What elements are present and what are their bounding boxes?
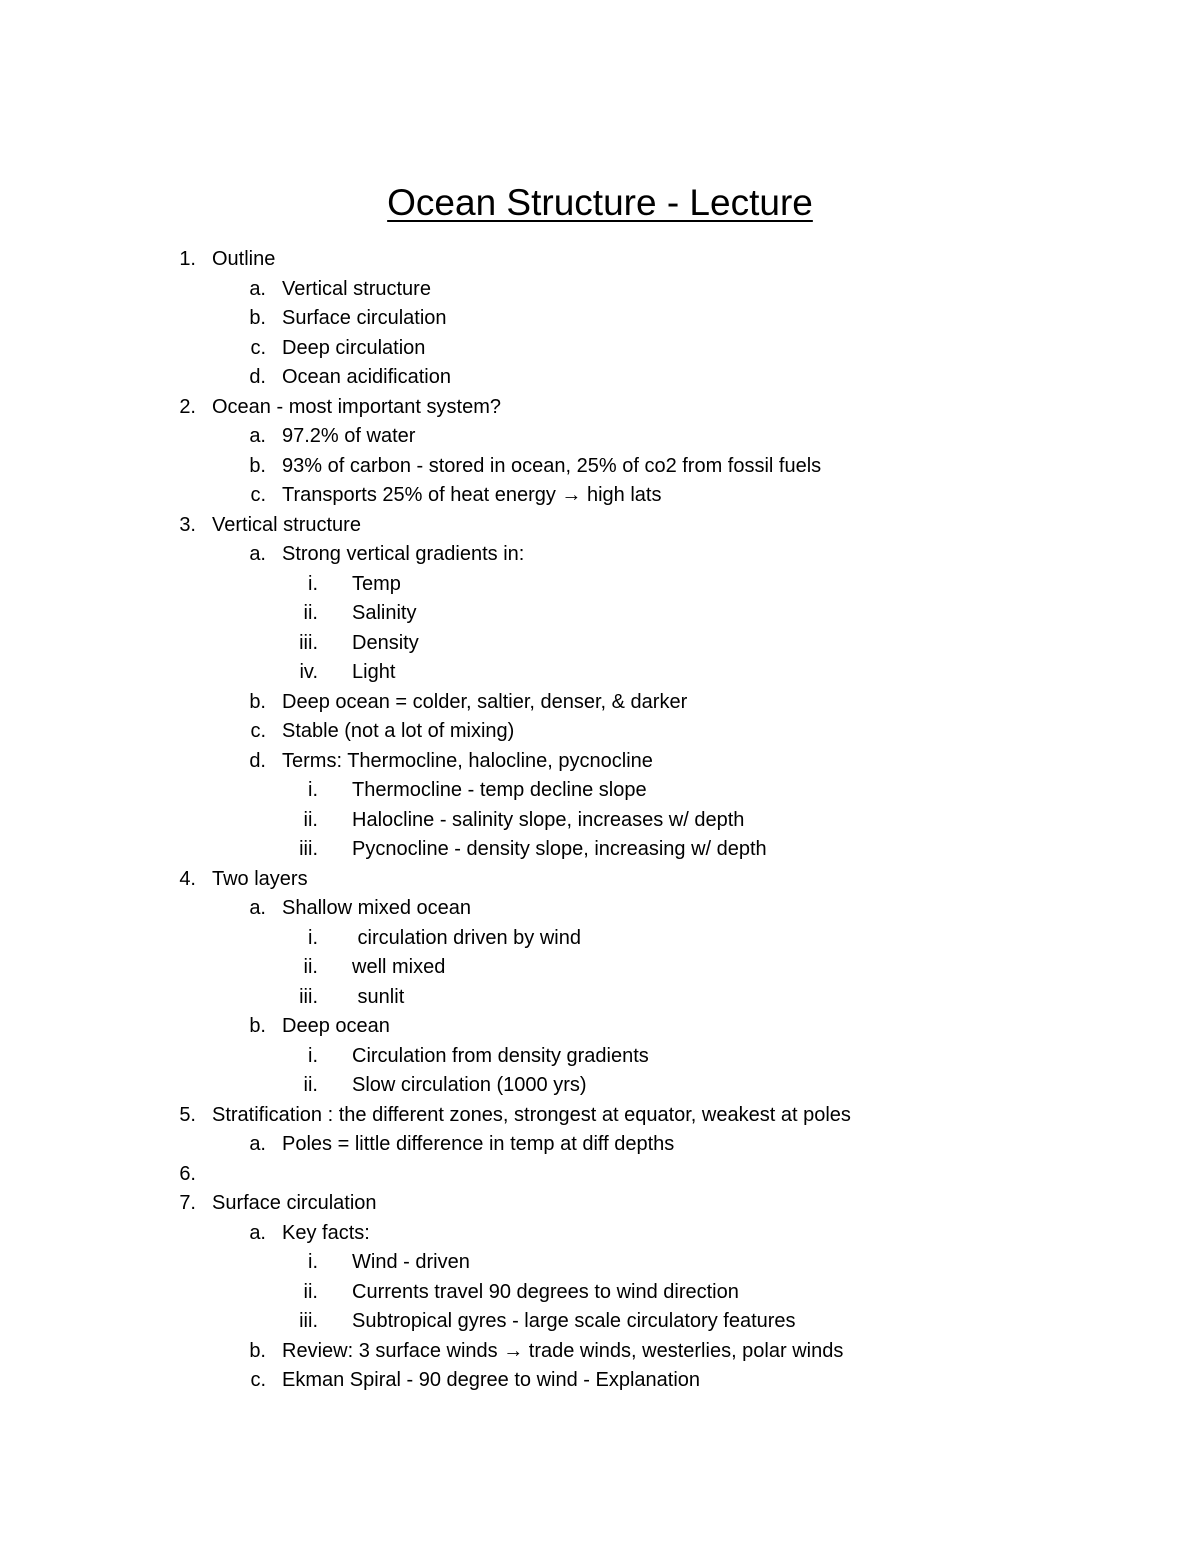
list-item bbox=[0, 983, 1200, 1013]
list-marker: iii. bbox=[299, 838, 318, 860]
list-marker: i. bbox=[308, 926, 318, 949]
list-marker: ii. bbox=[303, 1280, 318, 1303]
list-marker: ii. bbox=[303, 956, 318, 978]
list-item bbox=[0, 363, 1200, 393]
list-item bbox=[0, 1248, 1200, 1278]
list-marker: b. bbox=[249, 690, 266, 713]
list-marker: a. bbox=[249, 543, 266, 565]
list-item bbox=[0, 924, 1200, 954]
list-text: Outline bbox=[212, 248, 276, 270]
list-text: Surface circulation bbox=[212, 1192, 377, 1214]
list-text: Wind - driven bbox=[352, 1251, 470, 1273]
list-text: Halocline - salinity slope, increases w/ depth bbox=[352, 808, 745, 831]
list-item bbox=[0, 1219, 1200, 1249]
list-marker: iii. bbox=[299, 985, 318, 1008]
list-text: Surface circulation bbox=[282, 307, 447, 329]
list-item bbox=[0, 865, 1200, 895]
list-marker: i. bbox=[308, 1251, 318, 1273]
list-item bbox=[0, 1071, 1200, 1101]
list-text: Transports 25% of heat energy → high lats bbox=[282, 484, 662, 506]
list-marker: d. bbox=[249, 366, 266, 388]
list-text: 97.2% of water bbox=[282, 425, 416, 447]
list-marker: 4. bbox=[179, 867, 196, 890]
list-item bbox=[0, 1042, 1200, 1072]
list-marker: 1. bbox=[179, 248, 196, 270]
list-text: Key facts: bbox=[282, 1221, 370, 1244]
list-text: Circulation from density gradients bbox=[352, 1044, 649, 1067]
list-item bbox=[0, 806, 1200, 836]
list-item bbox=[0, 599, 1200, 629]
list-item bbox=[0, 1189, 1200, 1219]
list-text: Poles = little difference in temp at diff depths bbox=[282, 1133, 675, 1155]
list-text: Stable (not a lot of mixing) bbox=[282, 720, 515, 742]
list-text: Thermocline - temp decline slope bbox=[352, 779, 647, 801]
list-item bbox=[0, 629, 1200, 659]
list-marker: d. bbox=[249, 749, 266, 772]
list-item bbox=[0, 953, 1200, 983]
list-marker: b. bbox=[249, 307, 266, 329]
list-marker: b. bbox=[249, 1015, 266, 1037]
list-text: Ekman Spiral - 90 degree to wind - Explanation bbox=[282, 1369, 701, 1391]
list-text: Terms: Thermocline, halocline, pycnocline bbox=[282, 749, 653, 772]
list-text: Ocean - most important system? bbox=[212, 395, 501, 418]
list-text: Salinity bbox=[352, 602, 417, 624]
list-text: Temp bbox=[352, 572, 401, 595]
list-text: Ocean acidification bbox=[282, 366, 451, 388]
list-item bbox=[0, 1012, 1200, 1042]
list-item bbox=[0, 1101, 1200, 1131]
list-marker: a. bbox=[249, 897, 266, 919]
list-item bbox=[0, 334, 1200, 364]
list-marker: iv. bbox=[299, 661, 318, 683]
outline-list bbox=[0, 245, 1200, 1396]
list-text: 93% of carbon - stored in ocean, 25% of co2 from fossil fuels bbox=[282, 454, 822, 477]
list-text: Review: 3 surface winds → trade winds, westerlies, polar winds bbox=[282, 1339, 844, 1362]
list-text: Deep ocean = colder, saltier, denser, & darker bbox=[282, 690, 688, 713]
list-item bbox=[0, 481, 1200, 511]
list-marker: i. bbox=[308, 779, 318, 801]
list-marker: c. bbox=[250, 336, 266, 359]
list-marker: 3. bbox=[179, 513, 196, 536]
list-marker: c. bbox=[250, 484, 266, 506]
list-item bbox=[0, 894, 1200, 924]
list-text: Deep circulation bbox=[282, 336, 426, 359]
list-marker: ii. bbox=[303, 602, 318, 624]
list-item bbox=[0, 1278, 1200, 1308]
list-item bbox=[0, 245, 1200, 275]
list-text: Currents travel 90 degrees to wind direction bbox=[352, 1280, 739, 1303]
list-marker: iii. bbox=[299, 1310, 318, 1332]
list-text: Strong vertical gradients in: bbox=[282, 543, 525, 565]
list-text: Subtropical gyres - large scale circulatory features bbox=[352, 1310, 796, 1332]
list-item bbox=[0, 1366, 1200, 1396]
list-marker: 6. bbox=[179, 1162, 196, 1185]
list-text: Deep ocean bbox=[282, 1015, 390, 1037]
list-marker: a. bbox=[249, 425, 266, 447]
list-text: Vertical structure bbox=[212, 513, 361, 536]
list-marker: ii. bbox=[303, 1074, 318, 1096]
list-text: Stratification : the different zones, strongest at equator, weakest at poles bbox=[212, 1103, 851, 1126]
list-item bbox=[0, 570, 1200, 600]
list-item bbox=[0, 452, 1200, 482]
list-marker: 2. bbox=[179, 395, 196, 418]
list-item bbox=[0, 540, 1200, 570]
list-item bbox=[0, 835, 1200, 865]
list-item bbox=[0, 511, 1200, 541]
list-item bbox=[0, 422, 1200, 452]
list-marker: i. bbox=[308, 1044, 318, 1067]
title-text: Ocean Structure - Lecture bbox=[387, 182, 813, 223]
list-marker: b. bbox=[249, 454, 266, 477]
list-item bbox=[0, 1160, 1200, 1190]
list-marker: c. bbox=[250, 1369, 266, 1391]
list-marker: a. bbox=[249, 1133, 266, 1155]
list-text: circulation driven by wind bbox=[352, 926, 581, 949]
page-title bbox=[0, 181, 1200, 225]
list-text: Shallow mixed ocean bbox=[282, 897, 471, 919]
list-marker: i. bbox=[308, 572, 318, 595]
list-text: well mixed bbox=[352, 956, 446, 978]
list-item bbox=[0, 1130, 1200, 1160]
list-item bbox=[0, 1307, 1200, 1337]
list-marker: c. bbox=[250, 720, 266, 742]
list-item bbox=[0, 717, 1200, 747]
list-text: sunlit bbox=[352, 985, 405, 1008]
list-marker: a. bbox=[249, 1221, 266, 1244]
list-item bbox=[0, 304, 1200, 334]
list-text: Vertical structure bbox=[282, 277, 431, 300]
list-item bbox=[0, 393, 1200, 423]
list-item bbox=[0, 275, 1200, 305]
list-item bbox=[0, 1337, 1200, 1367]
list-marker: 5. bbox=[179, 1103, 196, 1126]
list-marker: b. bbox=[249, 1339, 266, 1362]
list-text: Pycnocline - density slope, increasing w/ depth bbox=[352, 838, 767, 860]
list-item bbox=[0, 776, 1200, 806]
list-text: Two layers bbox=[212, 867, 308, 890]
list-marker: 7. bbox=[179, 1192, 196, 1214]
list-item bbox=[0, 658, 1200, 688]
list-marker: iii. bbox=[299, 631, 318, 654]
list-text: Density bbox=[352, 631, 419, 654]
list-text: Light bbox=[352, 661, 396, 683]
list-marker: ii. bbox=[303, 808, 318, 831]
list-marker: a. bbox=[249, 277, 266, 300]
list-text: Slow circulation (1000 yrs) bbox=[352, 1074, 587, 1096]
list-item bbox=[0, 747, 1200, 777]
list-item bbox=[0, 688, 1200, 718]
